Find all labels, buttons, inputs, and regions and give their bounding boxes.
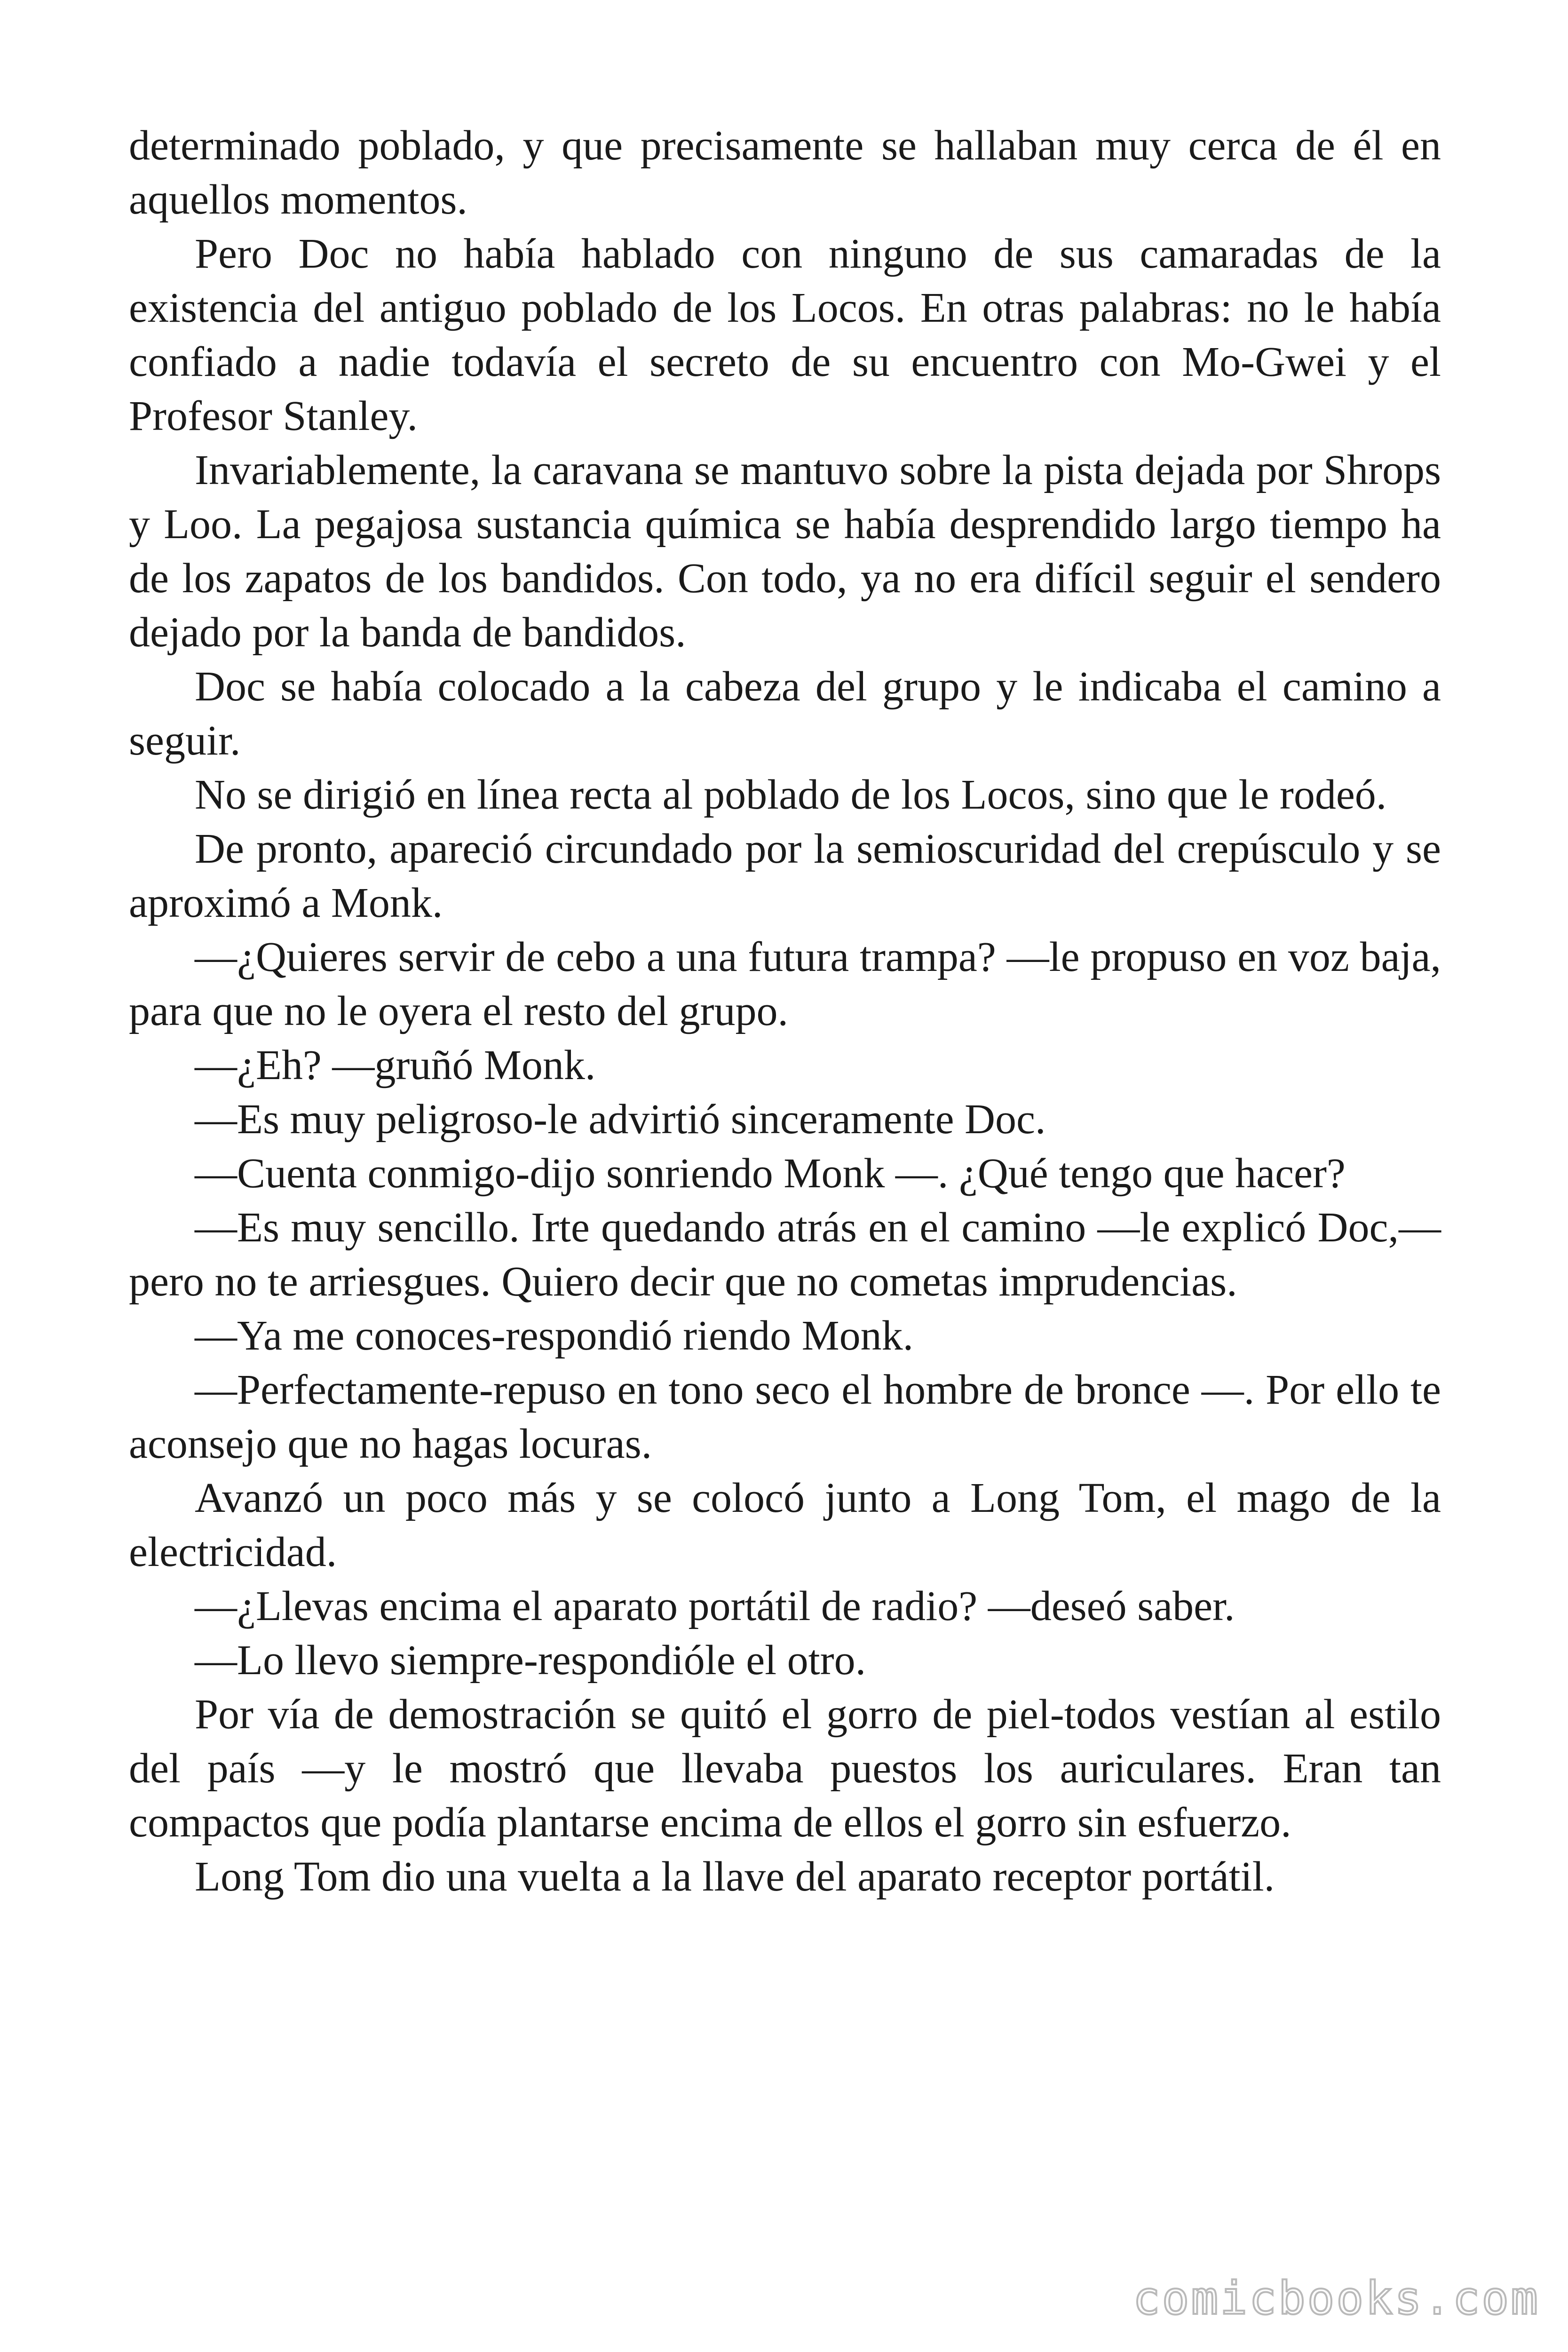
paragraph: Por vía de demostración se quitó el gorro de piel-todos vestían al estilo del país —y le mostró que llevaba puestos los auriculares. Eran tan compactos que podía plantarse encima de ellos el gorro sin esfuerzo. [129,1691,1441,1846]
paragraph: —¿Llevas encima el aparato portátil de radio? —deseó saber. [195,1583,1235,1629]
paragraph: —Cuenta conmigo-dijo sonriendo Monk —. ¿Qué tengo que hacer? [195,1150,1346,1197]
paragraph: —Ya me conoces-respondió riendo Monk. [195,1312,914,1359]
watermark: comicbooks.com [1132,2272,1540,2325]
paragraph: No se dirigió en línea recta al poblado de los Locos, sino que le rodeó. [195,771,1387,818]
paragraph: —Es muy peligroso-le advirtió sinceramente Doc. [195,1096,1046,1143]
body-text [129,119,1441,1904]
paragraph: Long Tom dio una vuelta a la llave del aparato receptor portátil. [195,1853,1275,1900]
paragraph: —¿Quieres servir de cebo a una futura trampa? —le propuso en voz baja, para que no le oyera el resto del grupo. [129,934,1441,1034]
paragraph: —Es muy sencillo. Irte quedando atrás en el camino —le explicó Doc,— pero no te arriesgues. Quiero decir que no cometas imprudencias. [129,1204,1441,1305]
paragraph: —Perfectamente-repuso en tono seco el hombre de bronce —. Por ello te aconsejo que no hagas locuras. [129,1367,1441,1467]
paragraph: —¿Eh? —gruñó Monk. [195,1042,596,1089]
paragraph: Avanzó un poco más y se colocó junto a Long Tom, el mago de la electricidad. [129,1475,1441,1575]
paragraph: Doc se había colocado a la cabeza del grupo y le indicaba el camino a seguir. [129,663,1441,764]
paragraph: determinado poblado, y que precisamente se hallaban muy cerca de él en aquellos momentos. [129,122,1441,223]
paragraph: Pero Doc no había hablado con ninguno de sus camaradas de la existencia del antiguo poblado de los Locos. En otras palabras: no le había confiado a nadie todavía el secreto de su encuentro con Mo-Gwei y el Profesor Stanley. [129,230,1441,439]
paragraph: Invariablemente, la caravana se mantuvo sobre la pista dejada por Shrops y Loo. La pegajosa sustancia química se había desprendido largo tiempo ha de los zapatos de los bandidos. Con todo, ya no era difícil seguir el sendero dejado por la banda de bandidos. [129,447,1441,656]
paragraph: De pronto, apareció circundado por la semioscuridad del crepúsculo y se aproximó a Monk. [129,826,1441,926]
paragraph: —Lo llevo siempre-respondióle el otro. [195,1637,866,1684]
